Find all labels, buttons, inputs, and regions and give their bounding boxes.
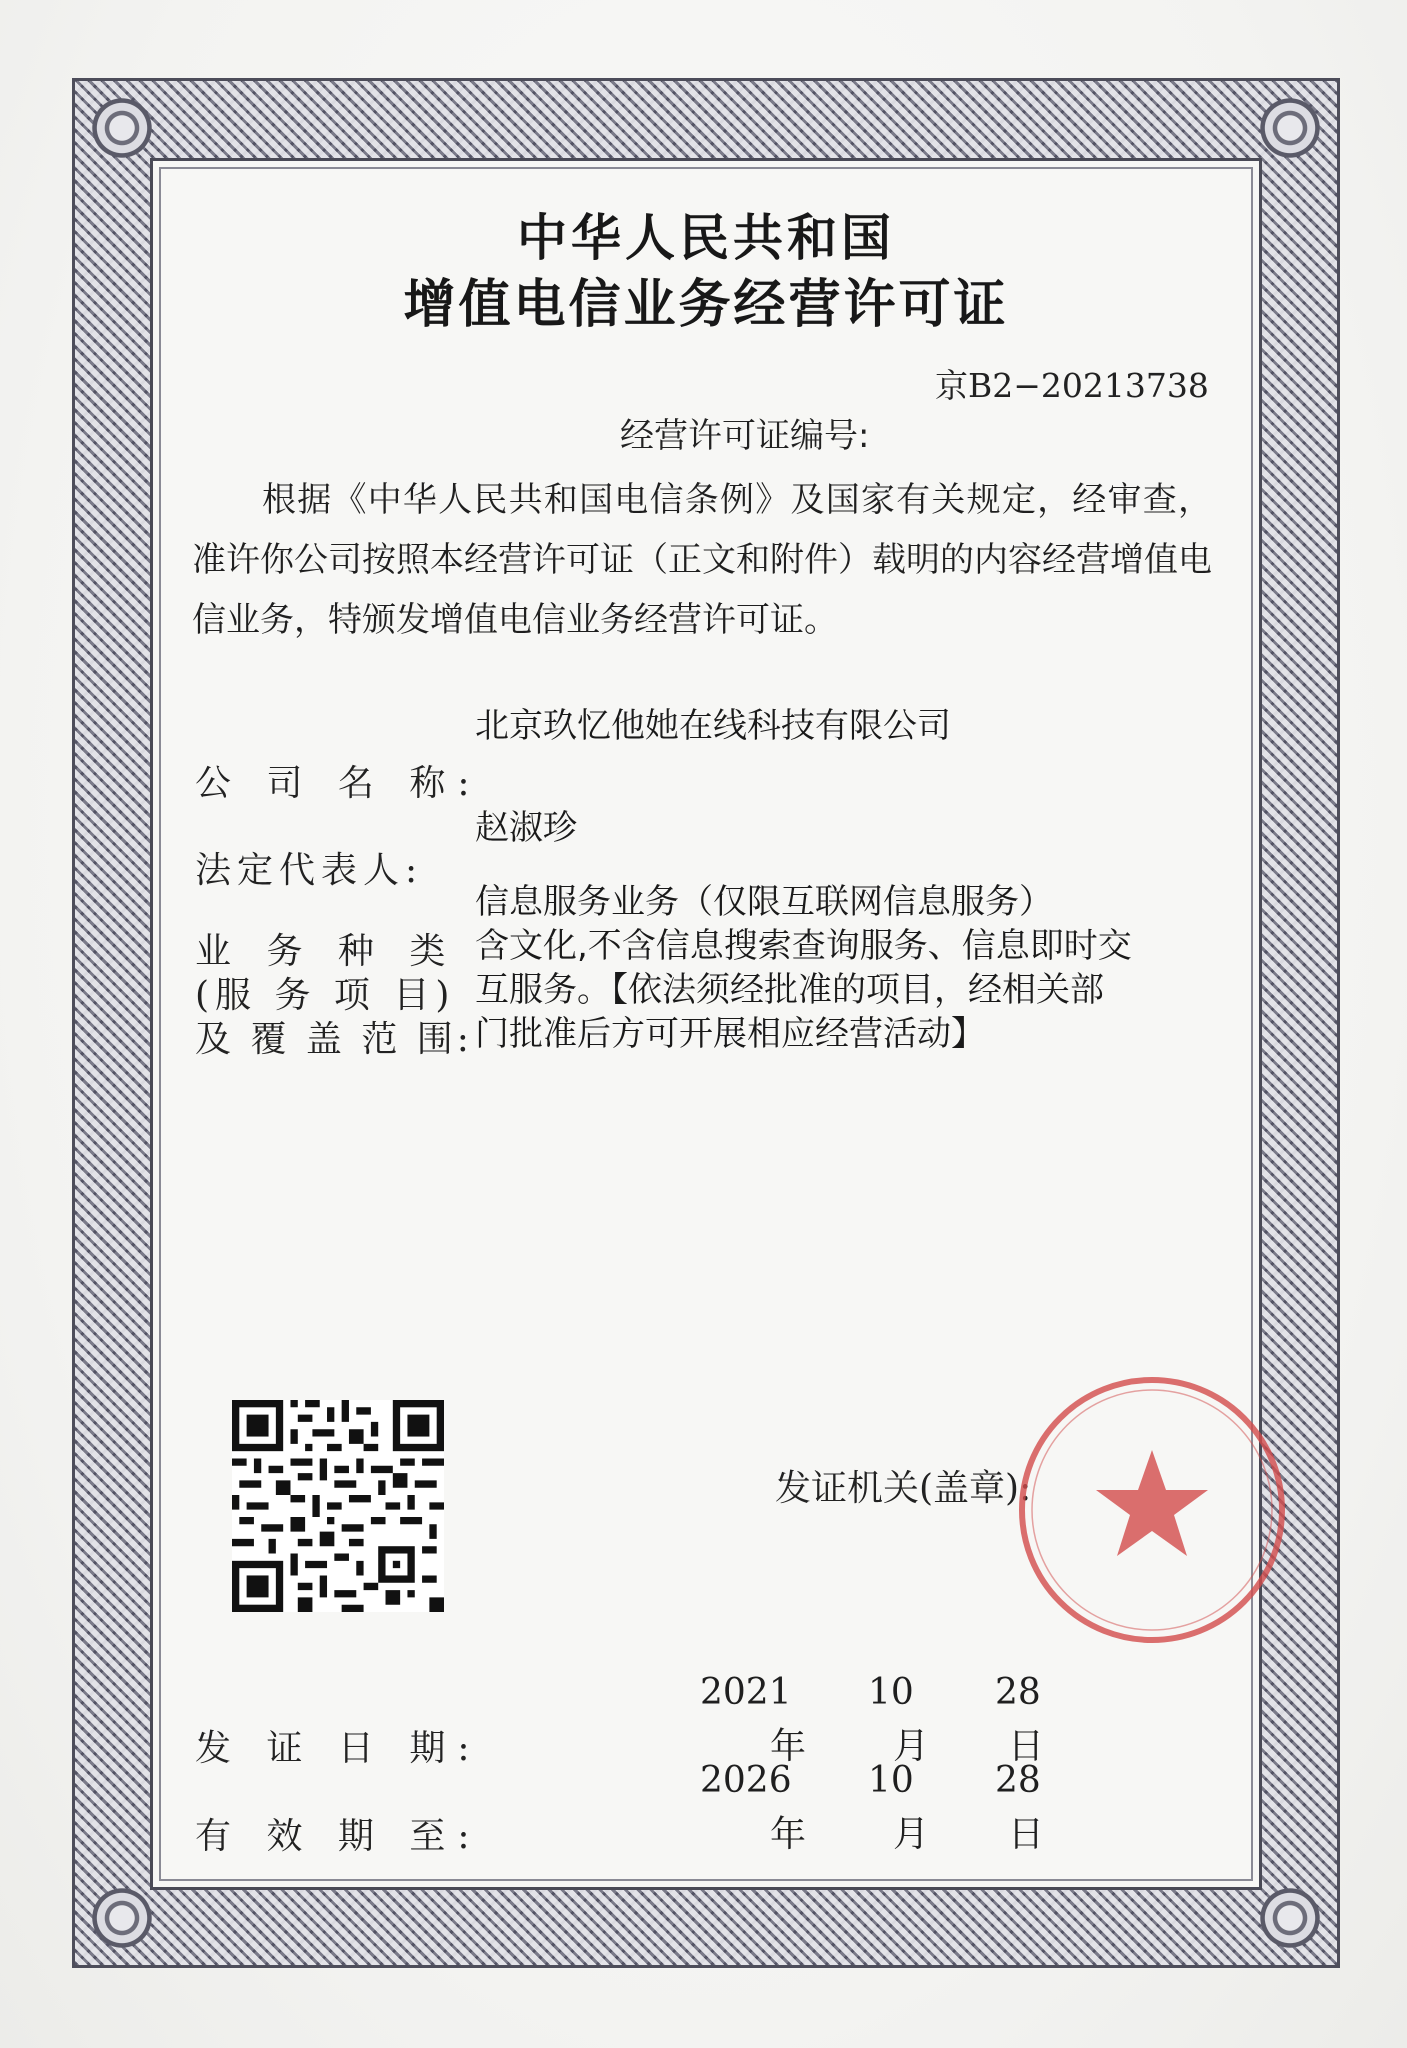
seal-star-icon [1096,1450,1208,1556]
scope-label-line: 及 覆 盖 范 围: [195,1019,473,1060]
valid-until-label: 有 效 期 至: [195,1816,482,1857]
valid-day-unit: 日 [1008,1814,1045,1855]
scope-line: 互服务。【依法须经批准的项目，经相关部 [475,970,1104,1010]
scope-label-line: (服 务 项 目) [195,975,456,1016]
issue-month: 10 [868,1672,914,1713]
valid-day: 28 [995,1760,1041,1801]
license-number-label: 经营许可证编号: [620,416,870,456]
title-certificate: 增值电信业务经营许可证 [403,275,1009,335]
legal-rep-label: 法定代表人: [195,850,424,891]
corner-ornament-icon [82,88,162,168]
valid-year: 2026 [700,1760,792,1801]
valid-year-unit: 年 [770,1814,807,1855]
business-scope-value [475,880,1250,1056]
business-scope-label [195,930,473,1062]
corner-ornament-icon [1250,88,1330,168]
official-seal [1012,1370,1292,1650]
legal-rep-value: 赵淑珍 [475,808,577,848]
scope-line: 信息服务业务（仅限互联网信息服务） [475,882,1053,922]
scope-line: 门批准后方可开展相应经营活动】 [475,1014,985,1054]
issue-year: 2021 [700,1672,792,1713]
issue-month-unit: 月 [893,1726,930,1767]
issue-day: 28 [995,1672,1041,1713]
corner-ornament-icon [1250,1878,1330,1958]
issue-year-unit: 年 [770,1726,807,1767]
issue-day-unit: 日 [1008,1726,1045,1767]
company-name-label: 公 司 名 称: [195,763,482,804]
issuer-label: 发证机关(盖章): [775,1468,1032,1509]
intro-paragraph: 根据《中华人民共和国电信条例》及国家有关规定，经审查，准许你公司按照本经营许可证（正文和附件）载明的内容经营增值电信业务，特颁发增值电信业务经营许可证。 [192,480,1212,640]
corner-ornament-icon [82,1878,162,1958]
title-country: 中华人民共和国 [517,209,895,267]
scope-line: 含文化,不含信息搜索查询服务、信息即时交 [475,926,1132,966]
valid-month-unit: 月 [893,1814,930,1855]
valid-month: 10 [868,1760,914,1801]
qr-code[interactable] [232,1400,444,1612]
scope-label-line: 业 务 种 类 [195,931,458,972]
license-number: 京B2−20213738 [935,366,1209,405]
issue-date-label: 发 证 日 期: [195,1728,482,1769]
company-name-value: 北京玖忆他她在线科技有限公司 [475,706,951,746]
